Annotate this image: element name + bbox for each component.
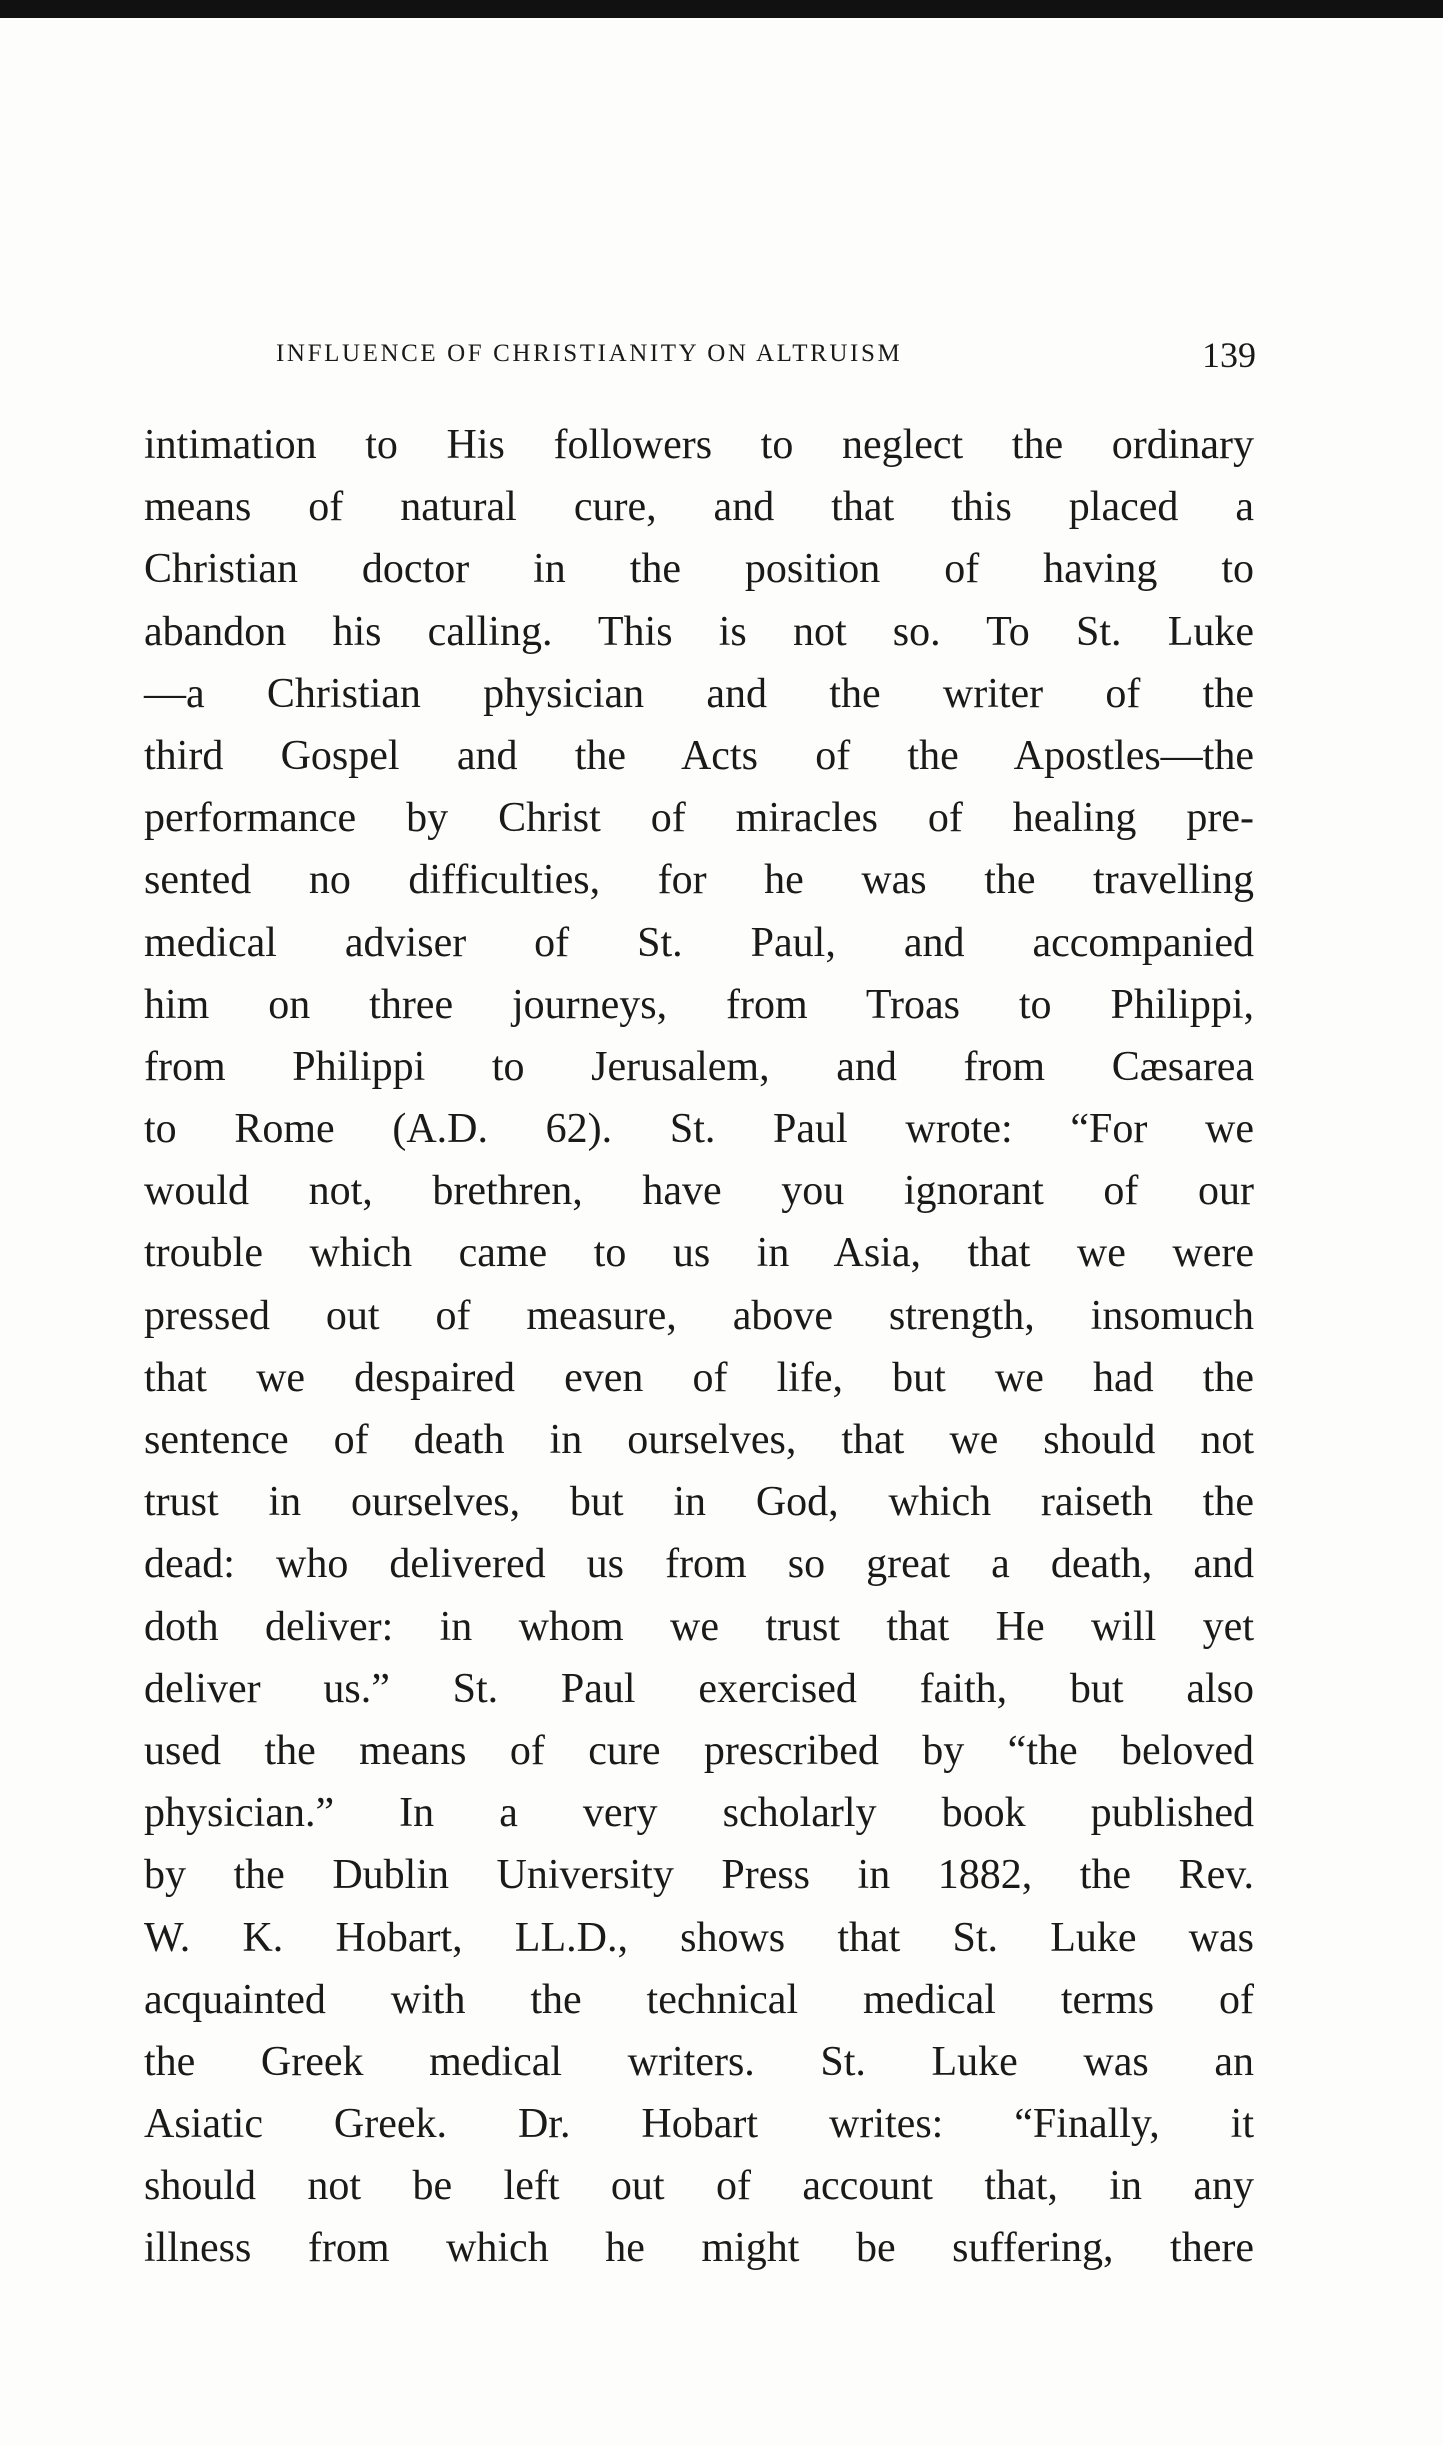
text-line: used the means of cure prescribed by “the beloved xyxy=(144,1727,1254,1774)
text-line: Christian doctor in the position of having to xyxy=(144,546,1254,593)
text-line: to Rome (A.D. 62). St. Paul wrote: “For we xyxy=(144,1106,1254,1153)
running-title: INFLUENCE OF CHRISTIANITY ON ALTRUISM xyxy=(276,340,903,367)
text-line: medical adviser of St. Paul, and accompanied xyxy=(144,919,1254,966)
text-line: dead: who delivered us from so great a death, and xyxy=(144,1541,1254,1588)
text-line: physician.” In a very scholarly book published xyxy=(144,1790,1254,1837)
text-line: —a Christian physician and the writer of the xyxy=(144,670,1254,717)
text-line: deliver us.” St. Paul exercised faith, but also xyxy=(144,1665,1254,1712)
text-line: would not, brethren, have you ignorant of our xyxy=(144,1168,1254,1215)
top-edge-border xyxy=(0,0,1443,18)
text-line: sented no difficulties, for he was the travelling xyxy=(144,857,1254,904)
text-line: illness from which he might be suffering, there xyxy=(144,2225,1254,2272)
text-line: performance by Christ of miracles of healing pre- xyxy=(144,795,1254,842)
text-line: from Philippi to Jerusalem, and from Cæsarea xyxy=(144,1043,1254,1090)
text-line: sentence of death in ourselves, that we should not xyxy=(144,1417,1254,1463)
text-line: trust in ourselves, but in God, which raiseth the xyxy=(144,1479,1254,1526)
text-line: means of natural cure, and that this placed a xyxy=(144,484,1254,531)
text-line: third Gospel and the Acts of the Apostles—the xyxy=(144,732,1254,779)
text-line: acquainted with the technical medical terms of xyxy=(144,1976,1254,2023)
text-line: by the Dublin University Press in 1882, the Rev. xyxy=(144,1852,1254,1899)
text-line: abandon his calling. This is not so. To St. Luke xyxy=(144,608,1254,655)
text-line: trouble which came to us in Asia, that we were xyxy=(144,1230,1254,1277)
text-line: W. K. Hobart, LL.D., shows that St. Luke was xyxy=(144,1914,1254,1961)
text-line: the Greek medical writers. St. Luke was an xyxy=(144,2038,1254,2085)
text-line: that we despaired even of life, but we had the xyxy=(144,1354,1254,1401)
running-header xyxy=(276,334,1256,384)
text-line: intimation to His followers to neglect the ordinary xyxy=(144,422,1254,468)
text-line: should not be left out of account that, in any xyxy=(144,2163,1254,2210)
body-text xyxy=(144,414,1254,2280)
text-line: doth deliver: in whom we trust that He will yet xyxy=(144,1603,1254,1650)
text-line: him on three journeys, from Troas to Philippi, xyxy=(144,981,1254,1028)
text-line: Asiatic Greek. Dr. Hobart writes: “Finally, it xyxy=(144,2101,1254,2148)
page-number: 139 xyxy=(1202,335,1256,375)
text-line: pressed out of measure, above strength, insomuch xyxy=(144,1292,1254,1339)
